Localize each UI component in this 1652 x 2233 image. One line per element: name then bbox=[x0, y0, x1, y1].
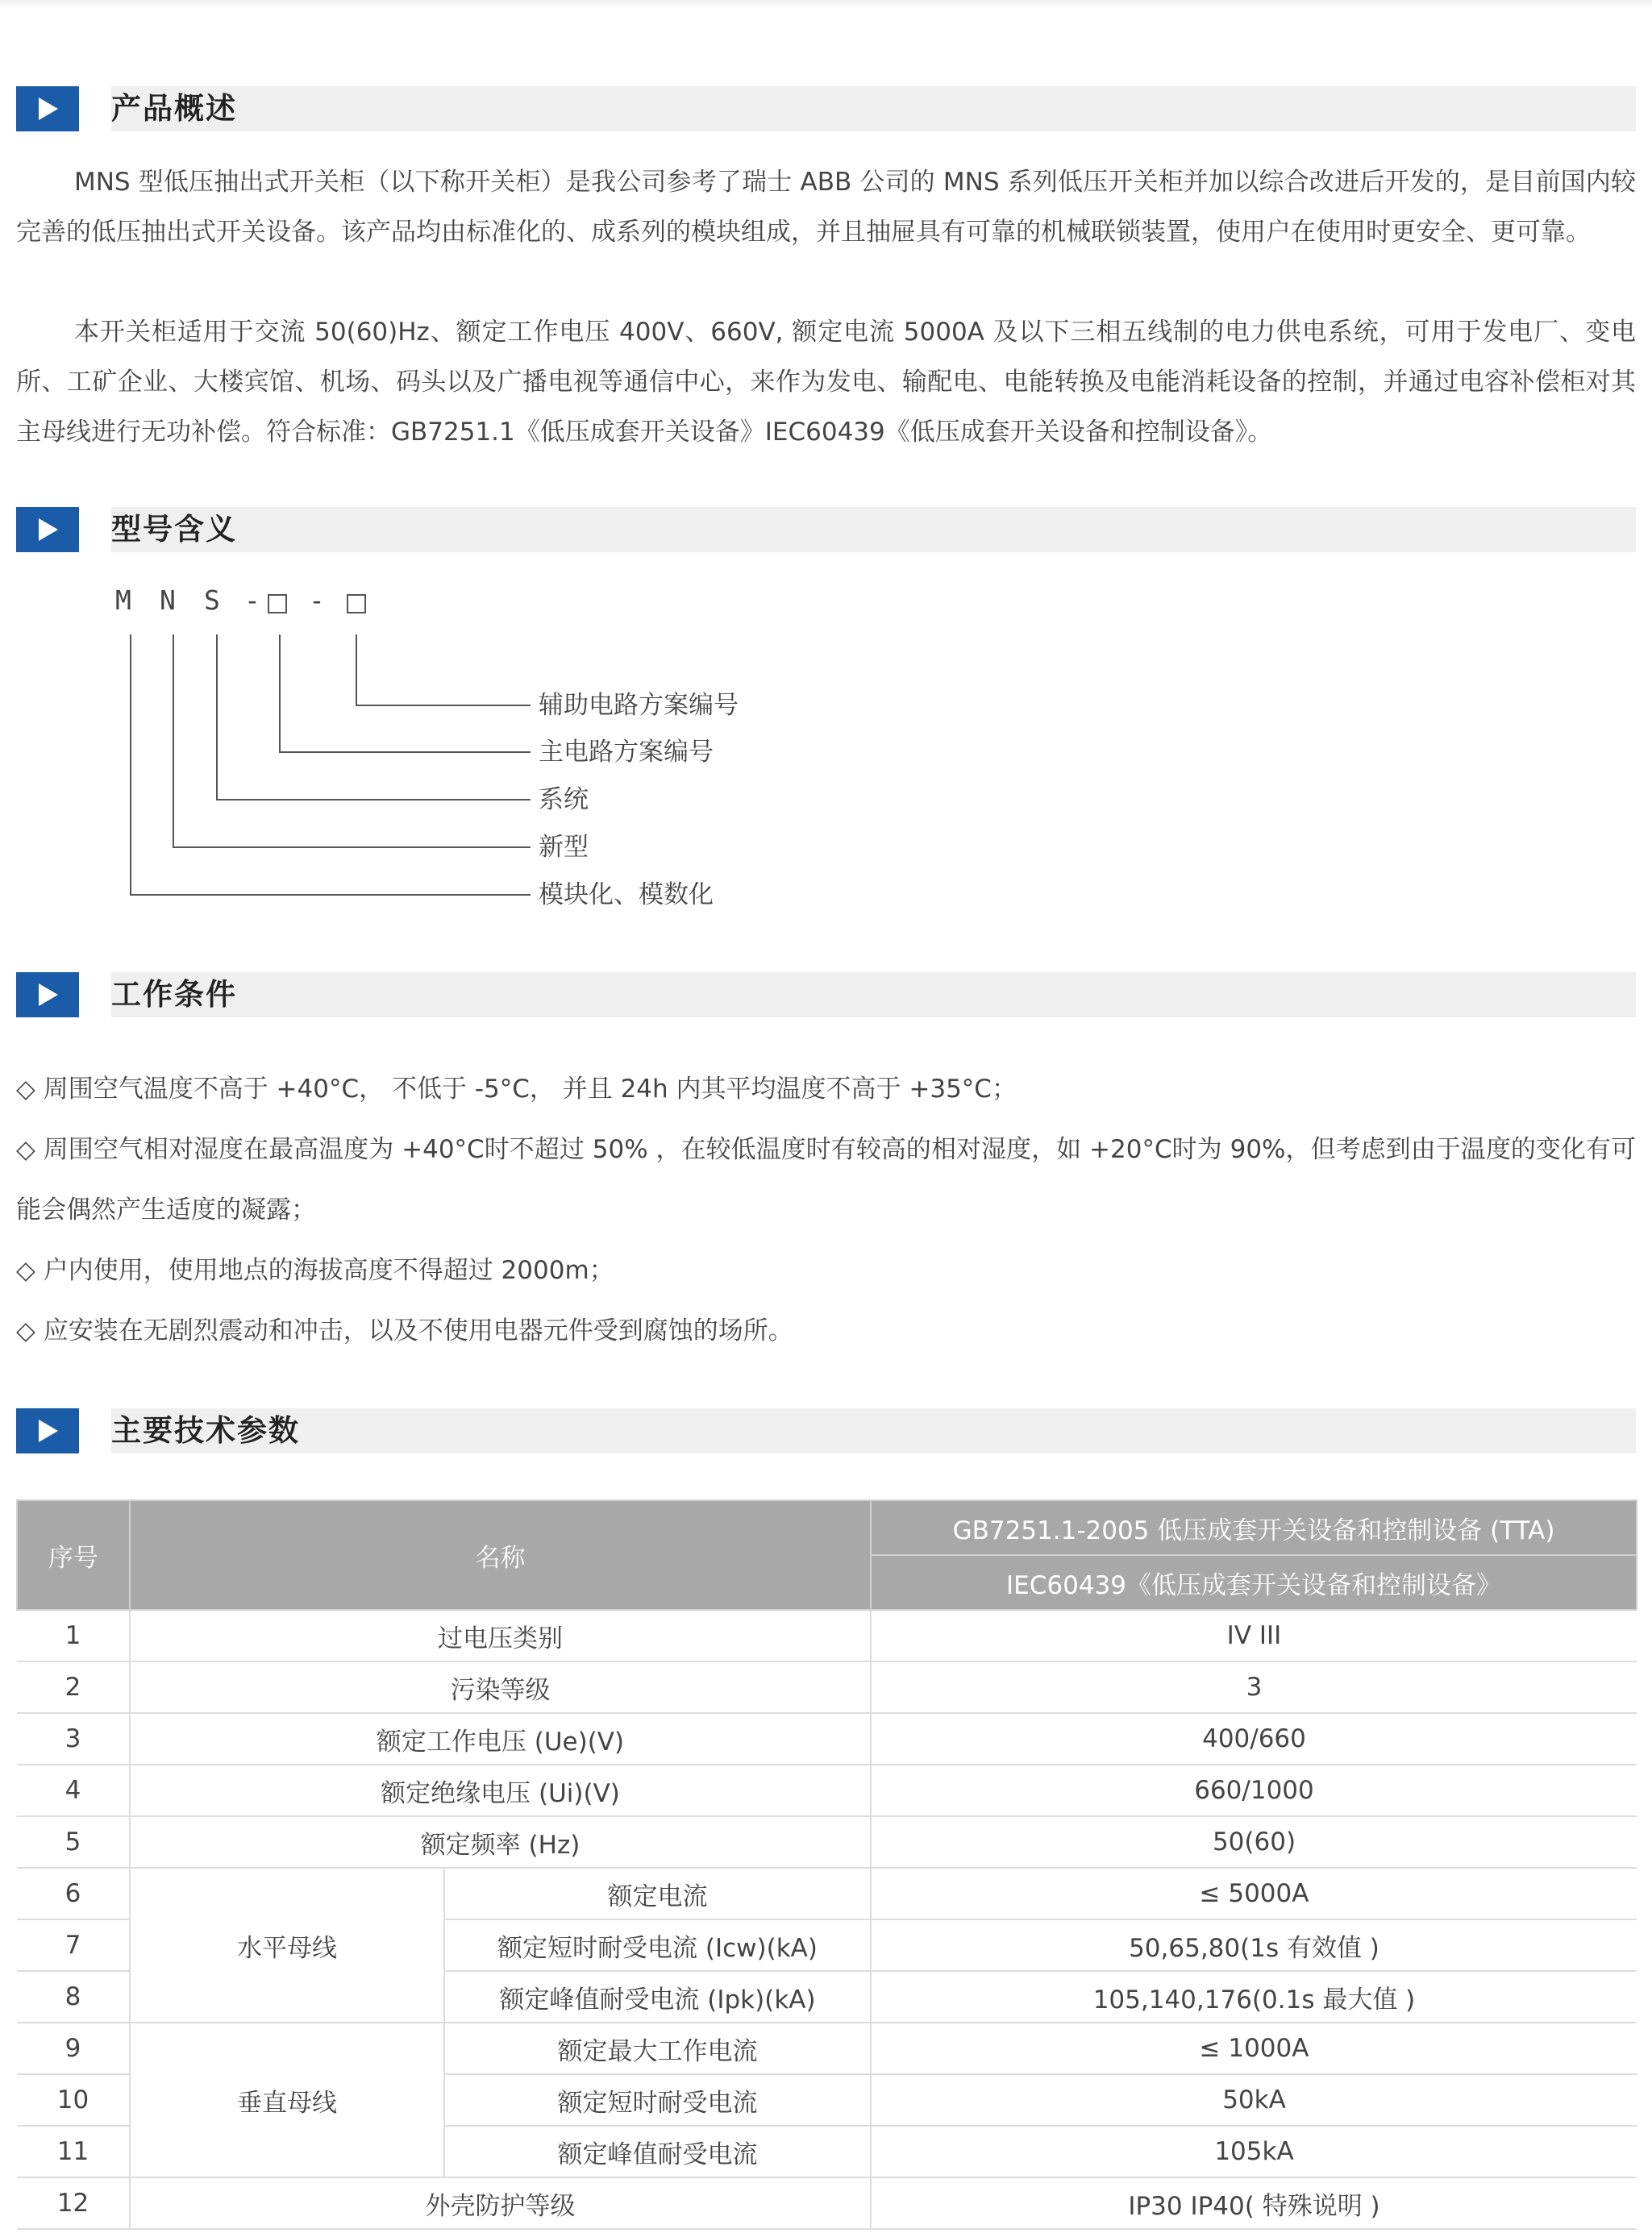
cell-name: 额定电流 bbox=[444, 1868, 871, 1919]
cell-name: 额定频率 (Hz) bbox=[130, 1816, 871, 1868]
cell-no: 9 bbox=[17, 2023, 130, 2074]
cell-value: 50kA bbox=[871, 2074, 1637, 2126]
table-row bbox=[17, 1610, 1637, 1661]
code-letter-n: N bbox=[160, 584, 176, 616]
condition-item: ◇ 周围空气相对湿度在最高温度为 +40°C时不超过 50% ，在较低温度时有较高的相对湿度，如 +20°C时为 90%，但考虑到由于温度的变化有可能会偶然产生适度的凝露； bbox=[16, 1135, 1636, 1225]
cell-value: 3 bbox=[871, 1661, 1637, 1713]
section-header-bar bbox=[111, 1408, 1636, 1453]
section-header-bar bbox=[111, 86, 1636, 131]
section-title: 工作条件 bbox=[111, 977, 237, 1012]
table-row bbox=[17, 1868, 1637, 1919]
cell-value: IP30 IP40( 特殊说明 ) bbox=[871, 2177, 1637, 2229]
group-horizontal-busbar: 水平母线 bbox=[130, 1868, 444, 2023]
cell-no: 11 bbox=[17, 2126, 130, 2177]
overview-paragraph-1: MNS 型低压抽出式开关柜（以下称开关柜）是我公司参考了瑞士 ABB 公司的 MNS 系列低压开关柜并加以综合改进后开发的，是目前国内较完善的低压抽出式开关设备。该产品均由标准化的、成系列的模块组成，并且抽屉具有可靠的机械联锁装置，使用户在使用时更安全、更可靠。 bbox=[16, 168, 1636, 247]
table-row bbox=[17, 1661, 1637, 1713]
header-standard-iec: IEC60439《低压成套开关设备和控制设备》 bbox=[871, 1555, 1637, 1610]
section-header-params bbox=[16, 1408, 1636, 1453]
code-dash: - bbox=[244, 584, 260, 616]
play-icon bbox=[16, 507, 79, 552]
header-standard-gb: GB7251.1-2005 低压成套开关设备和控制设备 (TTA) bbox=[871, 1500, 1637, 1555]
label-new-type: 新型 bbox=[539, 833, 589, 862]
cell-value: 105,140,176(0.1s 最大值 ) bbox=[871, 1971, 1637, 2023]
condition-item: ◇ 户内使用，使用地点的海拔高度不得超过 2000m； bbox=[16, 1256, 614, 1285]
section-title: 主要技术参数 bbox=[111, 1413, 300, 1448]
condition-item: ◇ 应安装在无剧烈震动和冲击，以及不使用电器元件受到腐蚀的场所。 bbox=[16, 1316, 793, 1345]
cell-no: 8 bbox=[17, 1971, 130, 2023]
section-title: 产品概述 bbox=[111, 91, 237, 126]
cell-no: 4 bbox=[17, 1765, 130, 1816]
play-icon bbox=[16, 1408, 79, 1453]
top-shadow bbox=[0, 0, 1652, 8]
condition-item: ◇ 周围空气温度不高于 +40°C， 不低于 -5°C， 并且 24h 内其平均温度不高于 +35°C； bbox=[16, 1075, 1017, 1104]
cell-name: 额定短时耐受电流 (Icw)(kA) bbox=[444, 1919, 871, 1971]
cell-name: 过电压类别 bbox=[130, 1610, 871, 1661]
cell-value: 50,65,80(1s 有效值 ) bbox=[871, 1919, 1637, 1971]
cell-no: 2 bbox=[17, 1661, 130, 1713]
label-system: 系统 bbox=[539, 785, 589, 814]
play-icon bbox=[16, 972, 79, 1017]
cell-name: 额定绝缘电压 (Ui)(V) bbox=[130, 1765, 871, 1816]
section-header-conditions bbox=[16, 972, 1636, 1017]
cell-name: 额定工作电压 (Ue)(V) bbox=[130, 1713, 871, 1765]
cell-value: ≤ 5000A bbox=[871, 1868, 1637, 1919]
section-header-overview bbox=[16, 86, 1636, 131]
cell-value: 50(60) bbox=[871, 1816, 1637, 1868]
group-vertical-busbar: 垂直母线 bbox=[130, 2023, 444, 2177]
connector-main bbox=[280, 634, 531, 752]
code-letter-m: M bbox=[115, 584, 131, 616]
cell-no: 1 bbox=[17, 1610, 130, 1661]
cell-value: ≤ 1000A bbox=[871, 2023, 1637, 2074]
table-row bbox=[17, 1816, 1637, 1868]
connector-new bbox=[173, 634, 531, 847]
cell-name: 外壳防护等级 bbox=[130, 2177, 871, 2229]
connector-system bbox=[217, 634, 531, 800]
cell-name: 额定峰值耐受电流 bbox=[444, 2126, 871, 2177]
cell-name: 额定短时耐受电流 bbox=[444, 2074, 871, 2126]
params-table bbox=[16, 1499, 1637, 2230]
header-name: 名称 bbox=[130, 1500, 871, 1610]
model-code-diagram bbox=[113, 584, 838, 907]
cell-no: 10 bbox=[17, 2074, 130, 2126]
cell-value: IV III bbox=[871, 1610, 1637, 1661]
cell-no: 7 bbox=[17, 1919, 130, 1971]
connector-aux bbox=[356, 634, 531, 705]
cell-value: 400/660 bbox=[871, 1713, 1637, 1765]
table-row bbox=[17, 1713, 1637, 1765]
cell-name: 额定峰值耐受电流 (Ipk)(kA) bbox=[444, 1971, 871, 2023]
table-row bbox=[17, 2023, 1637, 2074]
label-aux-circuit: 辅助电路方案编号 bbox=[539, 691, 739, 720]
cell-no: 3 bbox=[17, 1713, 130, 1765]
code-letter-s: S bbox=[204, 584, 220, 616]
cell-no: 12 bbox=[17, 2177, 130, 2229]
section-header-bar bbox=[111, 972, 1636, 1017]
overview-paragraph-2: 本开关柜适用于交流 50(60)Hz、额定工作电压 400V、660V, 额定电流 5000A 及以下三相五线制的电力供电系统，可用于发电厂、变电所、工矿企业、大楼宾馆、机场、码头以及广播电视等通信中心，来作为发电、输配电、电能转换及电能消耗设备的控制，并通过电容补偿柜对其主母线进行无功补偿。符合标准：GB7251.1《低压成套开关设备》IEC60439《低压成套开关设备和控制设备》。 bbox=[16, 318, 1636, 447]
code-dash: - bbox=[309, 584, 325, 616]
cell-no: 6 bbox=[17, 1868, 130, 1919]
table-row bbox=[17, 1765, 1637, 1816]
params-table-wrapper bbox=[16, 1499, 1636, 2230]
header-no: 序号 bbox=[17, 1500, 130, 1610]
table-header-row bbox=[17, 1500, 1637, 1555]
cell-name: 污染等级 bbox=[130, 1661, 871, 1713]
cell-value: 105kA bbox=[871, 2126, 1637, 2177]
connector-modular bbox=[131, 634, 531, 895]
section-header-model bbox=[16, 507, 1636, 552]
section-header-bar bbox=[111, 507, 1636, 552]
label-modular: 模块化、模数化 bbox=[539, 880, 714, 909]
section-title: 型号含义 bbox=[111, 512, 237, 547]
play-icon bbox=[16, 86, 79, 131]
connector-lines bbox=[113, 584, 838, 907]
table-row bbox=[17, 2177, 1637, 2229]
cell-name: 额定最大工作电流 bbox=[444, 2023, 871, 2074]
cell-no: 5 bbox=[17, 1816, 130, 1868]
label-main-circuit: 主电路方案编号 bbox=[539, 738, 714, 767]
cell-value: 660/1000 bbox=[871, 1765, 1637, 1816]
